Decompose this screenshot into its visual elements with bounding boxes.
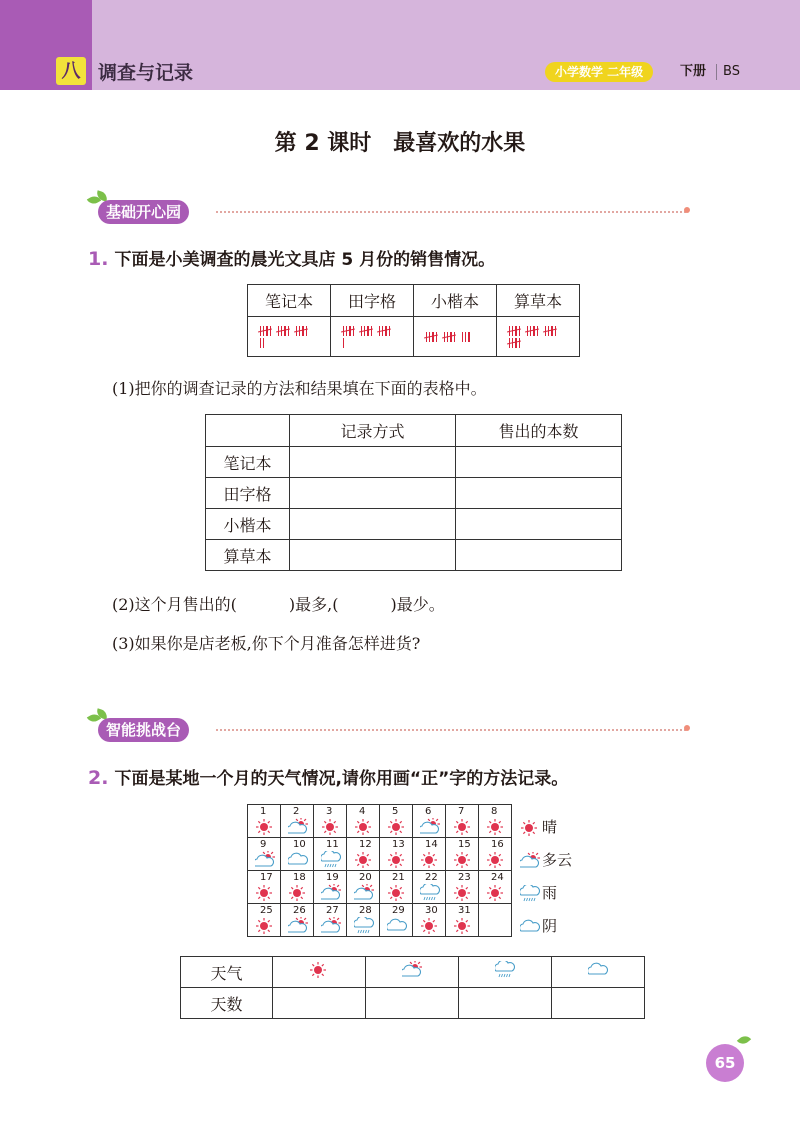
sunny-icon [387,851,407,869]
leaf-icon [737,1033,751,1047]
sunny-icon [420,851,440,869]
sub-question-1: (1)把你的调查记录的方法和结果填在下面的表格中。 [112,379,487,398]
question-number: 1. [88,248,109,270]
record-row-label: 小楷本 [206,509,290,540]
record-input-cell[interactable] [456,540,622,571]
overcast-icon [520,918,540,936]
sunny-icon [486,818,506,836]
rain-icon [321,851,341,869]
calendar-day [248,904,281,937]
sunny-icon [453,818,473,836]
tally-mark-group [361,326,375,336]
record-input-cell[interactable] [456,478,622,509]
calendar-day [380,838,413,871]
tally-mark-group [379,326,393,336]
divider-dot [684,207,690,213]
day-number: 19 [326,872,339,883]
question-text: 下面是小美调查的晨光文具店 5 月份的销售情况。 [114,250,496,270]
day-number: 24 [491,872,504,883]
edition-label: BS [723,64,740,79]
record-input-cell[interactable] [290,447,456,478]
sunny-icon [354,818,374,836]
book-tag: 小学数学 二年级 [545,62,653,82]
tally-header: 小楷本 [414,285,497,317]
tally-cell [414,317,497,357]
day-number: 28 [359,905,372,916]
day-number: 10 [293,839,306,850]
question-1 [88,245,495,270]
day-number: 27 [326,905,339,916]
page-header [0,0,800,90]
calendar-day [347,871,380,904]
tally-mark-group [509,338,523,348]
calendar-day [380,805,413,838]
day-number: 30 [425,905,438,916]
day-number: 2 [293,806,300,817]
sunny-icon [486,851,506,869]
tally-mark-group [278,326,292,336]
partly-cloudy-icon [402,961,422,979]
summary-weather-cell [459,957,552,988]
tally-cell [331,317,414,357]
sub-question-3: (3)如果你是店老板,你下个月准备怎样进货? [112,634,421,653]
partly-cloudy-icon [321,884,341,902]
sunny-icon [288,884,308,902]
sunny-icon [387,884,407,902]
tally-mark-group [343,338,357,348]
page-title: 第 2 课时 最喜欢的水果 [274,131,526,156]
calendar-day [479,871,512,904]
tally-mark-group [343,326,357,336]
legend-label: 多云 [542,851,573,869]
calendar-day [380,904,413,937]
rain-icon [520,885,540,903]
sunny-icon [309,961,329,979]
sub2-part-c: )最少。 [390,595,445,614]
calendar-day [281,871,314,904]
partly-cloudy-icon [288,917,308,935]
day-number: 16 [491,839,504,850]
unit-title: 调查与记录 [98,62,194,84]
partly-cloudy-icon [420,818,440,836]
legend-item [520,816,557,837]
sunny-icon [453,884,473,902]
volume-label: 下册 [680,64,707,79]
day-number: 7 [458,806,465,817]
tally-header: 田字格 [331,285,414,317]
sub2-part-b: )最多,( [288,595,339,614]
calendar-day [248,871,281,904]
day-number: 23 [458,872,471,883]
legend-label: 晴 [542,818,558,836]
record-input-cell[interactable] [290,478,456,509]
day-number: 22 [425,872,438,883]
question-2 [88,764,568,789]
weather-summary-table [180,956,645,1019]
record-header: 记录方式 [290,415,456,447]
legend-item [520,915,557,936]
legend-label: 阴 [542,917,558,935]
sunny-icon [255,917,275,935]
day-number: 11 [326,839,339,850]
record-row-label: 笔记本 [206,447,290,478]
calendar-day [248,805,281,838]
sunny-icon [420,917,440,935]
record-input-cell[interactable] [456,509,622,540]
tally-cell [248,317,331,357]
calendar-day [446,904,479,937]
partly-cloudy-icon [288,818,308,836]
tally-header: 笔记本 [248,285,331,317]
calendar-day [248,838,281,871]
calendar-day [413,904,446,937]
calendar-day [446,805,479,838]
record-input-cell[interactable] [290,540,456,571]
sunny-icon [321,818,341,836]
tally-mark-group [426,332,440,342]
dotted-divider [216,729,686,731]
day-number: 18 [293,872,306,883]
section-header-challenge [88,716,698,744]
summary-count-input[interactable] [552,988,645,1019]
calendar-day [347,904,380,937]
partly-cloudy-icon [255,851,275,869]
day-number: 5 [392,806,399,817]
tally-mark-group [545,326,559,336]
tally-header: 算草本 [497,285,580,317]
day-number: 1 [260,806,267,817]
rain-icon [495,961,515,979]
day-number: 14 [425,839,438,850]
legend-item [520,849,572,870]
day-number: 21 [392,872,405,883]
summary-weather-cell [366,957,459,988]
tally-mark-group [527,326,541,336]
sunny-icon [453,851,473,869]
tally-mark-group [444,332,458,342]
summary-label: 天数 [181,988,273,1019]
day-number: 3 [326,806,333,817]
summary-count-input[interactable] [273,988,366,1019]
calendar-day [413,838,446,871]
sunny-icon [255,884,275,902]
record-input-cell[interactable] [456,447,622,478]
tally-mark-group [509,326,523,336]
record-row-label: 田字格 [206,478,290,509]
tally-cell [497,317,580,357]
sub-question-2 [112,592,445,615]
calendar-day [314,871,347,904]
day-number: 8 [491,806,498,817]
partly-cloudy-icon [321,917,341,935]
sunny-icon [354,851,374,869]
section-label: 基础开心园 [98,200,189,224]
record-table [205,414,622,571]
calendar-day [347,838,380,871]
calendar-day [479,838,512,871]
calendar-day [314,904,347,937]
rain-icon [354,917,374,935]
day-number: 20 [359,872,372,883]
sunny-icon [520,819,540,837]
question-text: 下面是某地一个月的天气情况,请你用画“正”字的方法记录。 [114,769,569,789]
day-number: 15 [458,839,471,850]
tally-mark-group [260,326,274,336]
calendar-day [347,805,380,838]
page-number: 65 [706,1044,744,1082]
record-input-cell[interactable] [290,509,456,540]
calendar-day [281,904,314,937]
calendar-day [281,838,314,871]
day-number: 26 [293,905,306,916]
calendar-day [380,871,413,904]
partly-cloudy-icon [354,884,374,902]
sunny-icon [486,884,506,902]
sunny-icon [453,917,473,935]
day-number: 6 [425,806,432,817]
sunny-icon [255,818,275,836]
calendar-row [248,904,512,937]
calendar-day [314,838,347,871]
calendar-day [446,838,479,871]
calendar-row [248,805,512,838]
summary-weather-cell [273,957,366,988]
summary-weather-cell [552,957,645,988]
day-number: 9 [260,839,267,850]
section-label: 智能挑战台 [98,718,189,742]
unit-badge: 八 [56,57,86,85]
weather-calendar [247,804,512,937]
summary-count-input[interactable] [366,988,459,1019]
calendar-row [248,871,512,904]
header-separator [716,64,717,80]
section-header-basic [88,198,698,226]
question-number: 2. [88,767,109,789]
record-header: 售出的本数 [456,415,622,447]
calendar-day [479,805,512,838]
summary-label: 天气 [181,957,273,988]
calendar-day [479,904,512,937]
tally-mark-group [296,326,310,336]
day-number: 29 [392,905,405,916]
summary-count-input[interactable] [459,988,552,1019]
sub2-part-a: (2)这个月售出的( [112,595,237,614]
day-number: 31 [458,905,471,916]
calendar-day [446,871,479,904]
calendar-day [281,805,314,838]
partly-cloudy-icon [520,852,540,870]
record-row-label: 算草本 [206,540,290,571]
calendar-day [413,871,446,904]
tally-mark-group [260,338,274,348]
day-number: 13 [392,839,405,850]
overcast-icon [288,851,308,869]
day-number: 12 [359,839,372,850]
divider-dot [684,725,690,731]
overcast-icon [588,961,608,979]
tally-table [247,284,580,357]
day-number: 4 [359,806,366,817]
sunny-icon [387,818,407,836]
overcast-icon [387,917,407,935]
calendar-day [314,805,347,838]
record-header-empty [206,415,290,447]
dotted-divider [216,211,686,213]
legend-item [520,882,557,903]
legend-label: 雨 [542,884,558,902]
tally-mark-group [462,332,476,342]
calendar-day [413,805,446,838]
day-number: 25 [260,905,273,916]
calendar-row [248,838,512,871]
rain-icon [420,884,440,902]
day-number: 17 [260,872,273,883]
